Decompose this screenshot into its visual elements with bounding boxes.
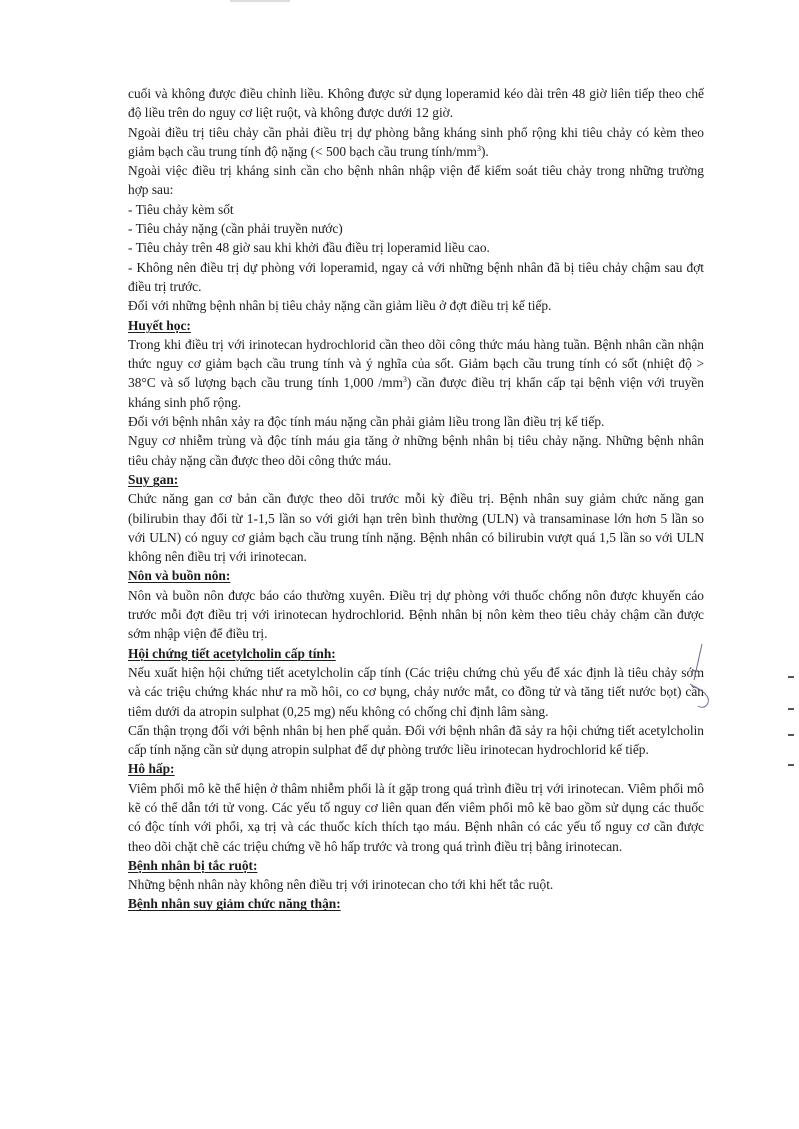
pen-mark-icon — [660, 640, 720, 720]
text-span: ) cần được điều trị khẩn cấp tại bệnh viện với truyền kháng sinh phổ rộng. — [128, 375, 704, 410]
paragraph-dose-reduction: Đối với những bệnh nhân bị tiêu chảy nặng cần giảm liều ở đợt điều trị kế tiếp. — [128, 298, 552, 314]
bullet-item: - Tiêu chảy kèm sốt — [128, 201, 234, 217]
section-heading-suy-than: Bệnh nhân suy giảm chức năng thận: — [128, 896, 341, 912]
paragraph-non: Nôn và buồn nôn được báo cáo thường xuyên. Điều trị dự phòng với thuốc chống nôn được khuyến cáo trước mỗi đợt điều trị với irinotecan hydrochlorid. Bệnh nhân bị nôn kèm theo tiêu chảy chậm cần được sớm nhập viện để điều trị. — [128, 587, 704, 642]
section-heading-tac-ruot: Bệnh nhân bị tắc ruột: — [128, 857, 258, 873]
paragraph-acetylcholin-1: Nếu xuất hiện hội chứng tiết acetylcholin cấp tính (Các triệu chứng chủ yếu để xác định là tiêu chảy sớm và các triệu chứng khác như ra mồ hôi, co cơ bụng, chảy nước mắt, co đồng tử và tăng tiết nước bọt) cần tiêm dưới da atropin sulphat (0,25 mg) nếu không có chống chỉ định lâm sàng. — [128, 664, 704, 719]
section-heading-ho-hap: Hô hấp: — [128, 761, 175, 777]
paragraph-suy-gan: Chức năng gan cơ bản cần được theo dõi trước mỗi kỳ điều trị. Bệnh nhân suy giảm chức năng gan (bilirubin thay đổi từ 1-1,5 lần so với giới hạn trên bình thường (ULN) và transaminase lớn hơn 5 lần so với ULN) có nguy cơ giảm bạch cầu trung tính nặng. Bệnh nhân có bilirubin vượt quá 1,5 lần so với ULN không nên điều trị với irinotecan. — [128, 491, 704, 565]
superscript: 3 — [402, 375, 407, 385]
text-span: ). — [480, 143, 489, 159]
bullet-item: - Tiêu chảy nặng (cần phải truyền nước) — [128, 221, 343, 237]
section-heading-suy-gan: Suy gan: — [128, 471, 179, 487]
section-heading-acetylcholin: Hội chứng tiết acetylcholin cấp tính: — [128, 645, 336, 661]
paragraph-tac-ruot: Những bệnh nhân này không nên điều trị với irinotecan cho tới khi hết tắc ruột. — [128, 877, 554, 893]
paragraph-acetylcholin-2: Cẩn thận trọng đối với bệnh nhân bị hen phế quản. Đối với bệnh nhân đã sảy ra hội chứng tiết acetylcholin cấp tính nặng cần sử dụng atropin sulphat để dự phòng trước liều irinotecan hydrochlorid kế tiếp. — [128, 722, 704, 758]
section-heading-non: Nôn và buồn nôn: — [128, 568, 231, 584]
superscript: 3 — [476, 143, 481, 153]
bullet-item: - Không nên điều trị dự phòng với loperamid, ngay cả với những bệnh nhân đã bị tiêu chảy chậm sau đợt điều trị trước. — [128, 259, 704, 294]
text-span: Trong khi điều trị với irinotecan hydrochlorid cần theo dõi công thức máu hàng tuần. Bệnh nhân cần nhận thức nguy cơ giảm bạch cầu trung tính và ý nghĩa của sốt. Giảm bạch cầu trung tính có sốt (nhiệt độ > 38°C và số lượng bạch cầu trung tính 1,000 /mm — [128, 336, 704, 391]
paragraph-hospitalization: Ngoài việc điều trị kháng sinh cần cho bệnh nhân nhập viện để kiểm soát tiêu chảy trong những trường hợp sau: — [128, 163, 704, 198]
text-span: Ngoài điều trị tiêu chảy cần phải điều trị dự phòng bằng kháng sinh phổ rộng khi tiêu chảy có kèm theo giảm bạch cầu trung tính độ nặng (< 500 bạch cầu trung tính/mm — [128, 124, 704, 159]
scan-artifact — [230, 0, 290, 2]
paragraph-antibiotic-prophylaxis — [128, 123, 704, 162]
margin-mark — [788, 708, 794, 710]
bullet-item: - Tiêu chảy trên 48 giờ sau khi khởi đầu điều trị loperamid liều cao. — [128, 240, 490, 256]
margin-marks — [788, 668, 799, 778]
document-body — [128, 84, 704, 914]
margin-mark — [788, 764, 794, 766]
margin-mark — [788, 734, 794, 736]
paragraph-huyet-hoc-2: Đối với bệnh nhân xảy ra độc tính máu nặng cần phải giảm liều trong lần điều trị kế tiếp. — [128, 414, 605, 430]
section-heading-huyet-hoc: Huyết học: — [128, 317, 191, 333]
margin-mark — [788, 676, 794, 678]
paragraph-ho-hap: Viêm phổi mô kẽ thể hiện ở thâm nhiễm phổi là ít gặp trong quá trình điều trị với irinotecan. Viêm phổi mô kẽ có thể dẫn tới tử vong. Các yếu tố nguy cơ liên quan đến viêm phổi mô kẽ bao gồm sử dụng các thuốc có độc tính với phổi, xạ trị và các thuốc kích thích tạo máu. Bệnh nhân có các yếu tố nguy cơ cần được theo dõi chặt chẽ các triệu chứng về hô hấp trước và trong quá trình điều trị bằng irinotecan. — [128, 780, 704, 854]
paragraph-loperamid-dose: cuối và không được điều chỉnh liều. Không được sử dụng loperamid kéo dài trên 48 giờ liên tiếp theo chế độ liều trên do nguy cơ liệt ruột, và không được dưới 12 giờ. — [128, 86, 704, 121]
paragraph-huyet-hoc-1 — [128, 335, 704, 412]
paragraph-huyet-hoc-3: Nguy cơ nhiễm trùng và độc tính máu gia tăng ở những bệnh nhân bị tiêu chảy nặng. Những bệnh nhân tiêu chảy nặng cần được theo dõi công thức máu. — [128, 433, 704, 468]
